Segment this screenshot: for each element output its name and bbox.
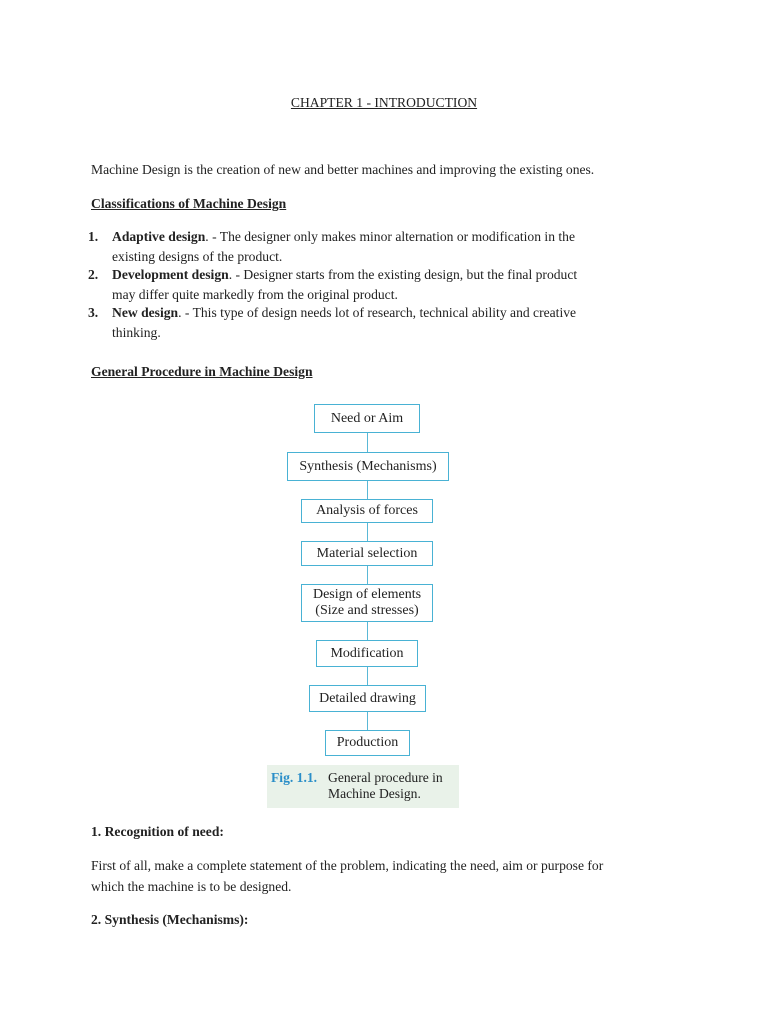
flow-step-drawing (309, 685, 426, 712)
list-term: New design (112, 305, 179, 320)
flow-step-label: Design of elements (312, 587, 422, 602)
section-heading-recognition: 1. Recognition of need: (91, 824, 224, 839)
caption-line: Machine Design. (328, 786, 421, 801)
figure-caption (267, 765, 459, 808)
flow-connector (367, 523, 368, 541)
flow-step-label: Detailed drawing (319, 690, 416, 706)
flow-step-label: Synthesis (Mechanisms) (299, 458, 437, 474)
intro-paragraph: Machine Design is the creation of new and better machines and improving the existing ones. (91, 162, 595, 177)
list-text: . - Designer starts from the existing design, but the final product (228, 267, 578, 282)
classifications-heading: Classifications of Machine Design (91, 196, 287, 211)
list-term: Development design (112, 267, 229, 282)
section-heading-synthesis: 2. Synthesis (Mechanisms): (91, 912, 249, 927)
list-line (112, 265, 672, 285)
list-term: Adaptive design (112, 229, 206, 244)
list-item (88, 227, 672, 267)
flow-connector (367, 712, 368, 730)
figure-label: Fig. 1.1. (271, 770, 318, 785)
flow-step-modification (316, 640, 418, 667)
list-item (88, 265, 672, 305)
list-text: . - This type of design needs lot of research, technical ability and creative (178, 305, 577, 320)
list-line (112, 227, 672, 247)
flow-step-label: Production (336, 735, 399, 750)
flow-step-label: Modification (330, 645, 404, 661)
flow-step-design-elements (301, 584, 433, 622)
flow-step-material (301, 541, 433, 566)
flow-step-label: (Size and stresses) (315, 603, 419, 618)
list-continuation: may differ quite markedly from the original product. (112, 287, 398, 302)
flow-step-analysis (301, 499, 433, 523)
flow-step-need (314, 404, 420, 433)
flow-step-label: Material selection (316, 545, 418, 561)
list-number: 1. (88, 229, 99, 244)
flow-connector (367, 667, 368, 685)
chapter-title: CHAPTER 1 - INTRODUCTION (290, 95, 478, 110)
flow-step-label: Analysis of forces (316, 503, 418, 518)
list-item (88, 303, 672, 343)
flow-step-label: Need or Aim (330, 410, 404, 426)
flow-connector (367, 566, 368, 584)
figure-caption-text (328, 770, 443, 802)
caption-line: General procedure in (328, 770, 443, 785)
list-number: 2. (88, 267, 99, 282)
list-continuation: existing designs of the product. (112, 249, 283, 264)
section-paragraph-line: which the machine is to be designed. (91, 879, 292, 894)
list-text: . - The designer only makes minor alternation or modification in the (205, 229, 576, 244)
list-continuation: thinking. (112, 325, 161, 340)
list-number: 3. (88, 305, 99, 320)
flow-step-synthesis (287, 452, 449, 481)
procedure-heading: General Procedure in Machine Design (91, 364, 313, 379)
flow-connector (367, 433, 368, 452)
list-line (112, 303, 672, 323)
flow-connector (367, 622, 368, 640)
flow-connector (367, 481, 368, 499)
section-paragraph-line: First of all, make a complete statement of the problem, indicating the need, aim or purpose for (91, 858, 604, 873)
flow-step-production (325, 730, 410, 756)
